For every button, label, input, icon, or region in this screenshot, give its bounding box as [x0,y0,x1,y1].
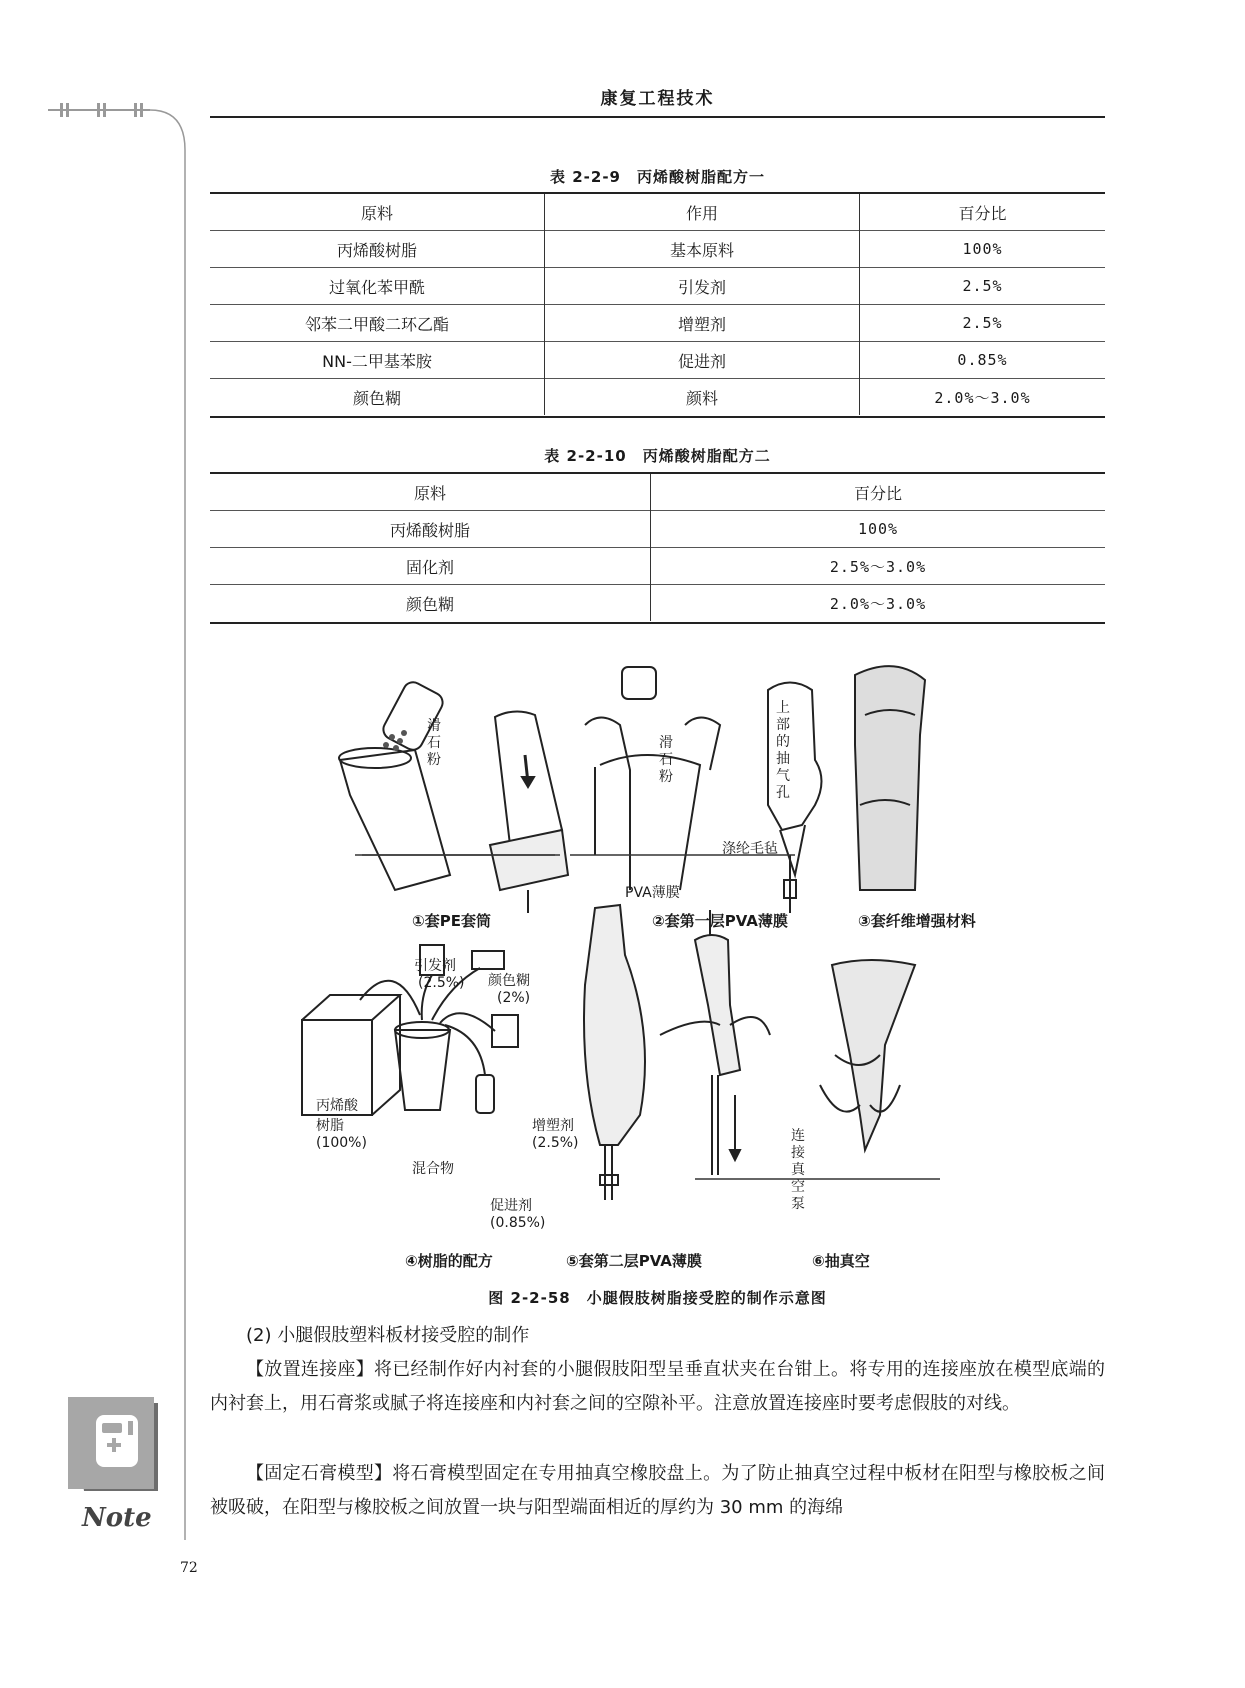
table1 [210,194,1105,415]
resin-formula-illustration [302,945,518,1115]
resin-label: 丙烯酸 [316,1098,358,1114]
table-cell: 过氧化苯甲酰 [210,268,545,305]
step5-label: ⑤套第二层PVA薄膜 [566,1252,702,1270]
table-cell: 颜色糊 [210,379,545,416]
table2 [210,474,1105,621]
table-cell: 丙烯酸树脂 [210,511,651,548]
pigment-label: 颜色糊 [488,973,530,989]
table-row [210,511,1105,548]
step6-label: ⑥抽真空 [812,1252,870,1270]
pe-tube-illustration [339,679,450,890]
paragraph-lead: 【固定石膏模型】 [246,1463,393,1484]
step1-label: ①套PE套筒 [412,912,491,930]
table-row [210,231,1105,268]
note-book-icon [66,1395,166,1505]
accelerator-label: 促进剂 [490,1198,532,1214]
socket-cone-illustration [490,711,568,913]
paragraph-text: 将石膏模型固定在专用抽真空橡胶盘上。为了防止抽真空过程中板材在阳型与橡胶板之间被吸破，在阳型与橡胶板之间放置一块与阳型端面相近的厚约为 30 mm 的海绵 [210,1463,1106,1518]
table-cell: 100% [651,511,1106,548]
table1-bottom-rule [210,416,1105,418]
paragraph-lead: 【放置连接座】 [246,1359,374,1380]
running-title: 康复工程技术 [600,89,715,109]
table2-header-cell: 原料 [413,483,446,503]
page-number: 72 [180,1560,198,1576]
paragraph-plaster-model [210,1457,1105,1525]
table2-header-cell: 百分比 [651,474,1106,511]
initiator-percent: (2.5%) [418,975,465,991]
table-cell: 2.5% [860,305,1106,342]
table-cell: 2.5% [860,268,1106,305]
table1-caption: 表 2-2-9 丙烯酸树脂配方一 [550,168,765,186]
table-cell: 颜色糊 [210,585,651,622]
header-rule [210,116,1105,118]
table1-header-cell: 作用 [545,194,860,231]
second-pva-film-illustration [584,905,645,1200]
felt-label: 涤纶毛毡 [722,841,778,857]
table-row [210,305,1105,342]
step3-label: ③套纤维增强材料 [858,912,976,930]
pva-film-label: PVA薄膜 [625,885,680,901]
figure-caption: 图 2-2-58 小腿假肢树脂接受腔的制作示意图 [488,1289,827,1307]
margin-decoration [0,100,200,1580]
paragraph-connector [210,1353,1105,1421]
resin-percent: (100%) [316,1135,367,1151]
table1-header-cell: 百分比 [860,194,1106,231]
table-cell: 引发剂 [545,268,860,305]
table2-bottom-rule [210,622,1105,624]
step2-label: ②套第一层PVA薄膜 [652,912,788,930]
table-row [210,548,1105,585]
note-label: Note [82,1503,152,1533]
table-cell: 2.0%～3.0% [651,585,1106,622]
table2-caption: 表 2-2-10 丙烯酸树脂配方二 [544,447,771,465]
mixture-label: 混合物 [412,1161,454,1177]
table-cell: 固化剂 [210,548,651,585]
table-cell: NN-二甲基苯胺 [210,342,545,379]
table-cell: 100% [860,231,1106,268]
vacuum-process-illustration [660,910,770,1175]
talc-label: 滑石粉 [427,718,441,768]
plasticizer-percent: (2.5%) [532,1135,579,1151]
paragraph-text: 将已经制作好内衬套的小腿假肢阳型呈垂直状夹在台钳上。将专用的连接座放在模型底端的内衬套上，用石膏浆或腻子将连接座和内衬套之间的空隙补平。注意放置连接座时要考虑假肢的对线。 [210,1359,1106,1414]
resin-label: 树脂 [316,1118,344,1134]
table-cell: 促进剂 [545,342,860,379]
section-heading: (2) 小腿假肢塑料板材接受腔的制作 [246,1325,530,1346]
pigment-percent: (2%) [497,990,531,1006]
table-row [210,268,1105,305]
table-row [210,342,1105,379]
table-row [210,379,1105,416]
accelerator-percent: (0.85%) [490,1215,546,1231]
table1-header-cell: 原料 [360,203,393,223]
table-cell: 2.5%～3.0% [651,548,1106,585]
vent-label: 上部的抽气孔 [776,700,790,801]
step4-label: ④树脂的配方 [405,1252,493,1270]
finished-socket-illustration [820,960,915,1150]
fiber-reinforced-socket-illustration [855,666,925,890]
table-cell: 丙烯酸树脂 [210,231,545,268]
table-cell: 颜料 [545,379,860,416]
vacuum-pump-label: 连接真空泵 [791,1128,805,1212]
talc-label: 滑石粉 [659,735,673,785]
table1-header-row [210,194,1105,231]
table2-header-row [210,474,1105,511]
table-cell: 基本原料 [545,231,860,268]
initiator-label: 引发剂 [414,958,456,974]
table-cell: 2.0%～3.0% [860,379,1106,416]
plasticizer-label: 增塑剂 [532,1118,574,1134]
table-row [210,585,1105,622]
pva-film-illustration [585,667,720,890]
table-cell: 0.85% [860,342,1106,379]
table-cell: 邻苯二甲酸二环乙酯 [210,305,545,342]
table-cell: 增塑剂 [545,305,860,342]
